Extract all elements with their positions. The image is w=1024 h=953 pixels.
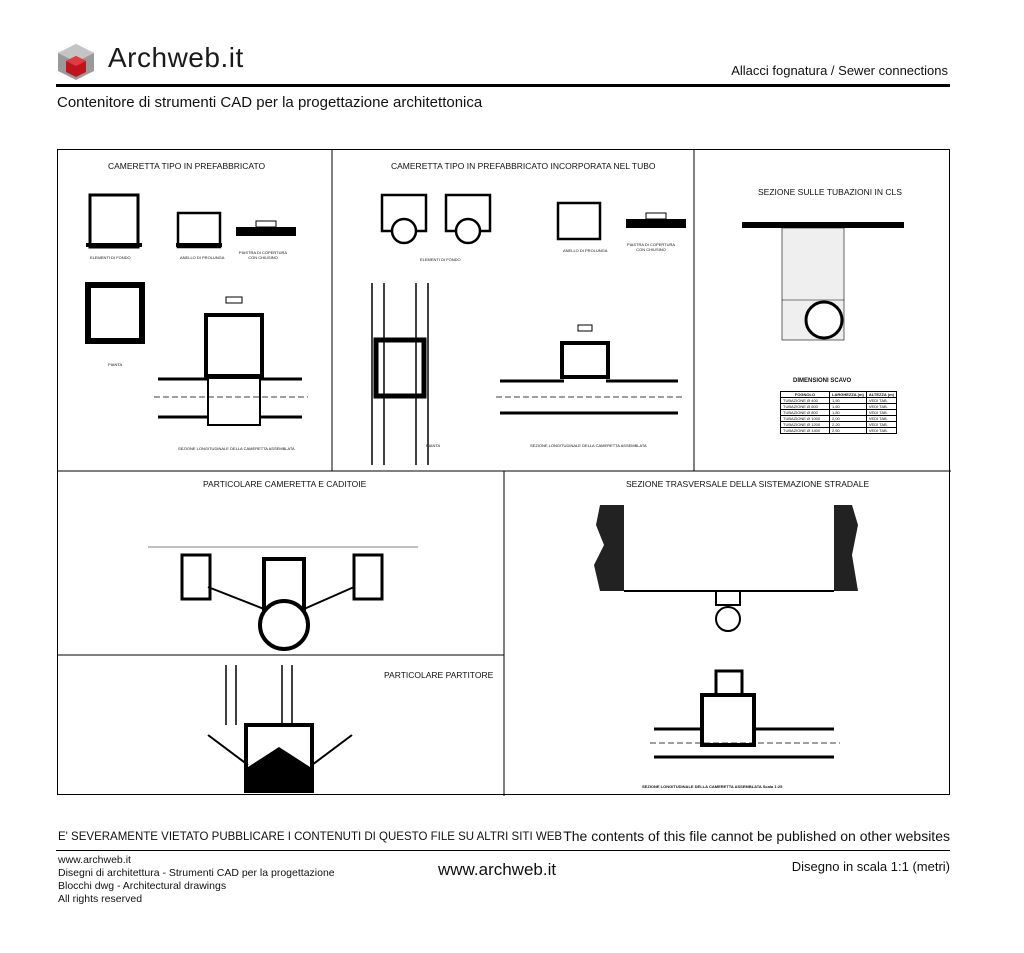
footer-line: Disegni di architettura - Strumenti CAD per la progettazione (58, 867, 335, 879)
panel-title-cameretta-prefabbricato: CAMERETTA TIPO IN PREFABBRICATO (108, 161, 266, 171)
footer-credits (58, 854, 335, 906)
footer-line: All rights reserved (58, 893, 143, 905)
label-elementi-fondo-1: ELEMENTI DI FONDO (90, 255, 131, 260)
table-row (781, 416, 897, 422)
table-cell: TUBAZIONE Ø 1200 (781, 422, 830, 428)
label-piastra-2: PIASTRA DI COPERTURA CON CHIUSINO (626, 242, 676, 252)
table-cell: TUBAZIONE Ø 800 (781, 410, 830, 416)
table-cell: 2,50 (830, 428, 867, 434)
table-cell: TUBAZIONE Ø 600 (781, 404, 830, 410)
panel-title-sezione-tubazioni: SEZIONE SULLE TUBAZIONI IN CLS (758, 187, 902, 197)
table-cell: 1,60 (830, 404, 867, 410)
copyright-warning-it: E' SEVERAMENTE VIETATO PUBBLICARE I CONTENUTI DI QUESTO FILE SU ALTRI SITI WEB (58, 831, 563, 843)
header-divider (56, 84, 950, 87)
label-anello-2: ANELLO DI PROLUNGA (563, 248, 608, 253)
table-cell: VEDI TAB. (866, 428, 896, 434)
table-header: FOGNOLO (781, 392, 830, 398)
page-subtitle: Contenitore di strumenti CAD per la progettazione architettonica (57, 94, 483, 111)
table-cell: 2,00 (830, 416, 867, 422)
drawing-sezione-stradale (504, 495, 951, 795)
drawing-partitore (58, 655, 504, 796)
table-cell: VEDI TAB. (866, 416, 896, 422)
label-pianta-2: PIANTA (426, 443, 441, 448)
drawing-scale-label: Disegno in scala 1:1 (metri) (791, 859, 950, 874)
category-label: Allacci fognatura / Sewer connections (731, 63, 948, 78)
logo-icon (56, 42, 96, 82)
label-piastra-1: PIASTRA DI COPERTURA CON CHIUSINO (238, 250, 288, 260)
table-cell: TUBAZIONE Ø 1400 (781, 428, 830, 434)
footer-line: Blocchi dwg - Architectural drawings (58, 880, 227, 892)
table-row (781, 428, 897, 434)
logo-text[interactable]: Archweb.it (108, 42, 244, 73)
table-cell: VEDI TAB. (866, 410, 896, 416)
drawing-sezione-tubazioni (694, 210, 951, 360)
footer-url-link[interactable]: www.archweb.it (438, 860, 557, 879)
panel-title-partitore: PARTICOLARE PARTITORE (384, 670, 494, 680)
table-row (781, 398, 897, 404)
table-cell: 1,80 (830, 410, 867, 416)
label-elementi-fondo-2: ELEMENTI DI FONDO (420, 257, 461, 262)
dimensioni-scavo-table (780, 391, 897, 434)
table-row (781, 422, 897, 428)
table-cell: 2,20 (830, 422, 867, 428)
table-cell: TUBAZIONE Ø 400 (781, 398, 830, 404)
table-row (781, 404, 897, 410)
table-cell: TUBAZIONE Ø 1000 (781, 416, 830, 422)
panel-title-cameretta-caditoie: PARTICOLARE CAMERETTA E CADITOIE (203, 479, 367, 489)
table-header: ALTEZZA (m) (866, 392, 896, 398)
label-sezione-stradale: SEZIONE LONGITUDINALE DELLA CAMERETTA ASSEMBLATA Scala 1:25 (642, 784, 783, 789)
drawing-cameretta-caditoie (58, 495, 504, 655)
table-header: LARGHEZZA (m) (830, 392, 867, 398)
table-title: DIMENSIONI SCAVO (793, 378, 852, 384)
table-cell: 1,50 (830, 398, 867, 404)
label-sezione-2: SEZIONE LONGITUDINALE DELLA CAMERETTA ASSEMBLATA (530, 443, 647, 448)
panel-title-sezione-stradale: SEZIONE TRASVERSALE DELLA SISTEMAZIONE STRADALE (626, 479, 870, 489)
table-cell: VEDI TAB. (866, 404, 896, 410)
drawing-cameretta-prefabbricato (58, 175, 332, 471)
footer-line[interactable]: www.archweb.it (58, 854, 131, 866)
footer-divider (56, 850, 950, 851)
label-pianta-1: PIANTA (108, 362, 123, 367)
label-anello-1: ANELLO DI PROLUNGA (180, 255, 225, 260)
table-cell: VEDI TAB. (866, 398, 896, 404)
panel-title-cameretta-incorporata: CAMERETTA TIPO IN PREFABBRICATO INCORPORATA NEL TUBO (391, 161, 656, 171)
label-sezione-1: SEZIONE LONGITUDINALE DELLA CAMERETTA ASSEMBLATA (178, 446, 295, 451)
copyright-warning-en: The contents of this file cannot be published on other websites (563, 828, 950, 844)
drawing-cameretta-incorporata (332, 175, 694, 471)
drawing-sheet (57, 149, 950, 795)
table-row (781, 410, 897, 416)
table-cell: VEDI TAB. (866, 422, 896, 428)
